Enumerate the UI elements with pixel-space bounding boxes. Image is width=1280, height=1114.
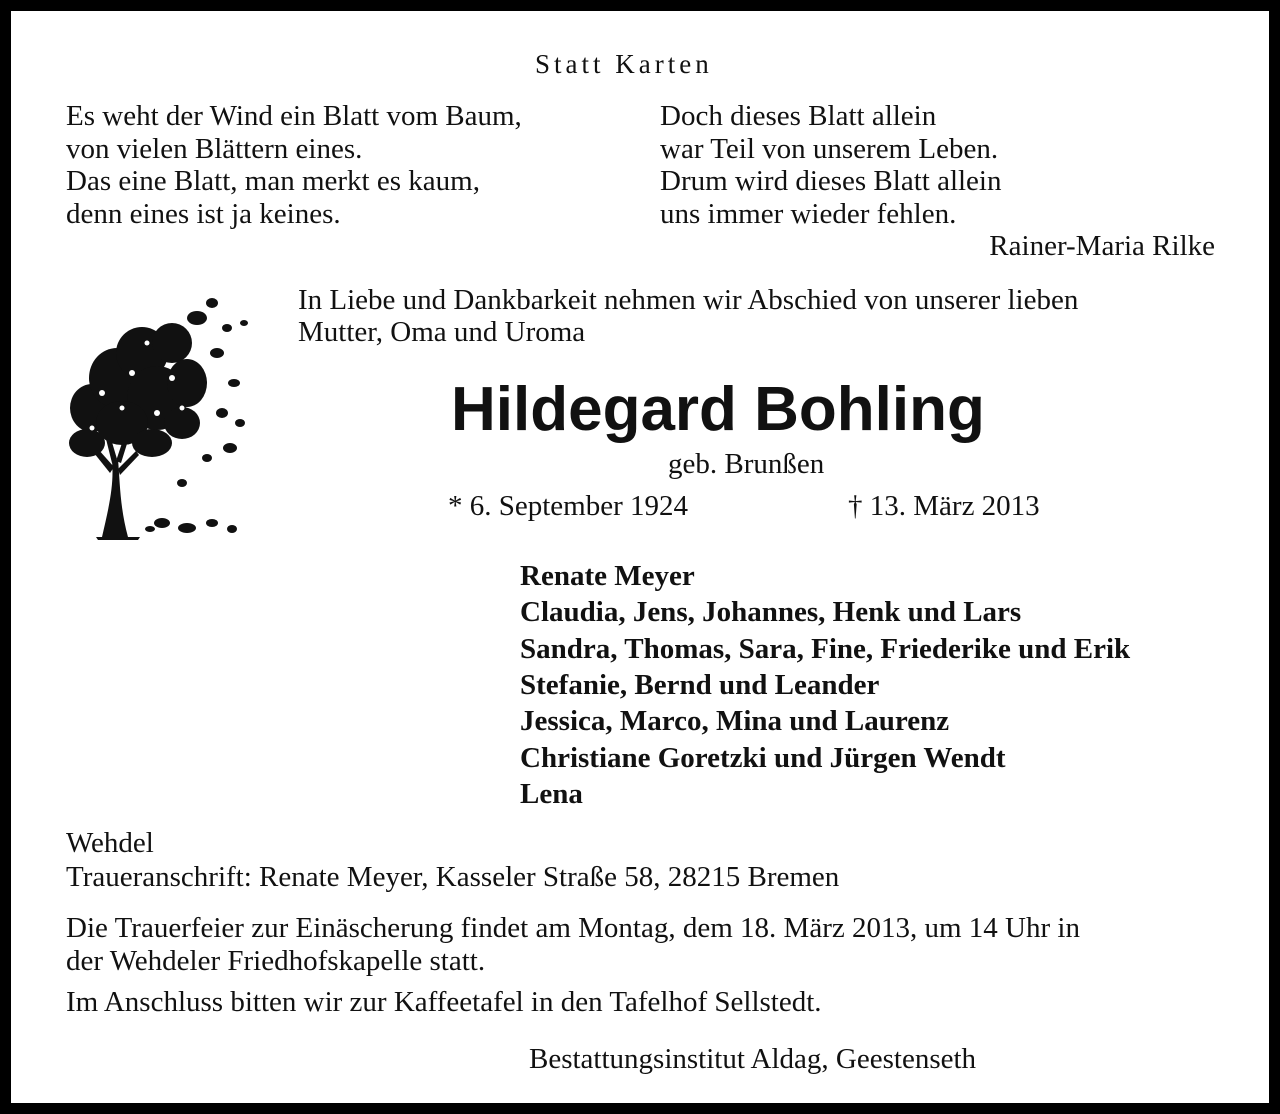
family-member: Christiane Goretzki und Jürgen Wendt — [520, 741, 1006, 774]
poem-author: Rainer-Maria Rilke — [989, 230, 1215, 262]
undertaker: Bestattungsinstitut Aldag, Geestenseth — [529, 1043, 977, 1075]
tree-icon — [62, 283, 258, 541]
poem-line: war Teil von unserem Leben. — [660, 132, 999, 165]
mourning-address: Traueranschrift: Renate Meyer, Kasseler Straße 58, 28215 Bremen — [66, 861, 840, 893]
poem-line: denn eines ist ja keines. — [66, 198, 341, 231]
deceased-name: Hildegard Bohling — [451, 375, 985, 444]
death-date: † 13. März 2013 — [848, 490, 1040, 522]
family-member: Claudia, Jens, Johannes, Henk und Lars — [520, 596, 1022, 629]
birth-date: * 6. September 1924 — [448, 490, 689, 522]
family-member: Jessica, Marco, Mina und Laurenz — [520, 705, 950, 738]
poem-line: von vielen Blättern eines. — [66, 132, 363, 165]
poem-line: Doch dieses Blatt allein — [660, 100, 937, 132]
service-info: Die Trauerfeier zur Einäscherung findet am Montag, dem 18. März 2013, um 14 Uhr in — [66, 912, 1080, 944]
family-member: Lena — [520, 777, 583, 810]
maiden-name: geb. Brunßen — [668, 448, 825, 480]
intro-text: In Liebe und Dankbarkeit nehmen wir Abschied von unserer lieben — [298, 284, 1079, 316]
place-name: Wehdel — [66, 827, 154, 859]
poem-line: Drum wird dieses Blatt allein — [660, 165, 1002, 198]
poem-line: uns immer wieder fehlen. — [660, 198, 957, 231]
intro-text-continued: Mutter, Oma und Uroma — [298, 316, 586, 348]
family-member: Renate Meyer — [520, 560, 695, 592]
family-member: Sandra, Thomas, Sara, Fine, Friederike und Erik — [520, 632, 1131, 665]
notice-heading: Statt Karten — [535, 49, 713, 79]
poem-line: Das eine Blatt, man merkt es kaum, — [66, 165, 480, 198]
family-member: Stefanie, Bernd und Leander — [520, 668, 880, 701]
reception-info: Im Anschluss bitten wir zur Kaffeetafel in den Tafelhof Sellstedt. — [66, 986, 822, 1018]
poem-line: Es weht der Wind ein Blatt vom Baum, — [66, 100, 522, 132]
service-info-continued: der Wehdeler Friedhofskapelle statt. — [66, 945, 486, 977]
